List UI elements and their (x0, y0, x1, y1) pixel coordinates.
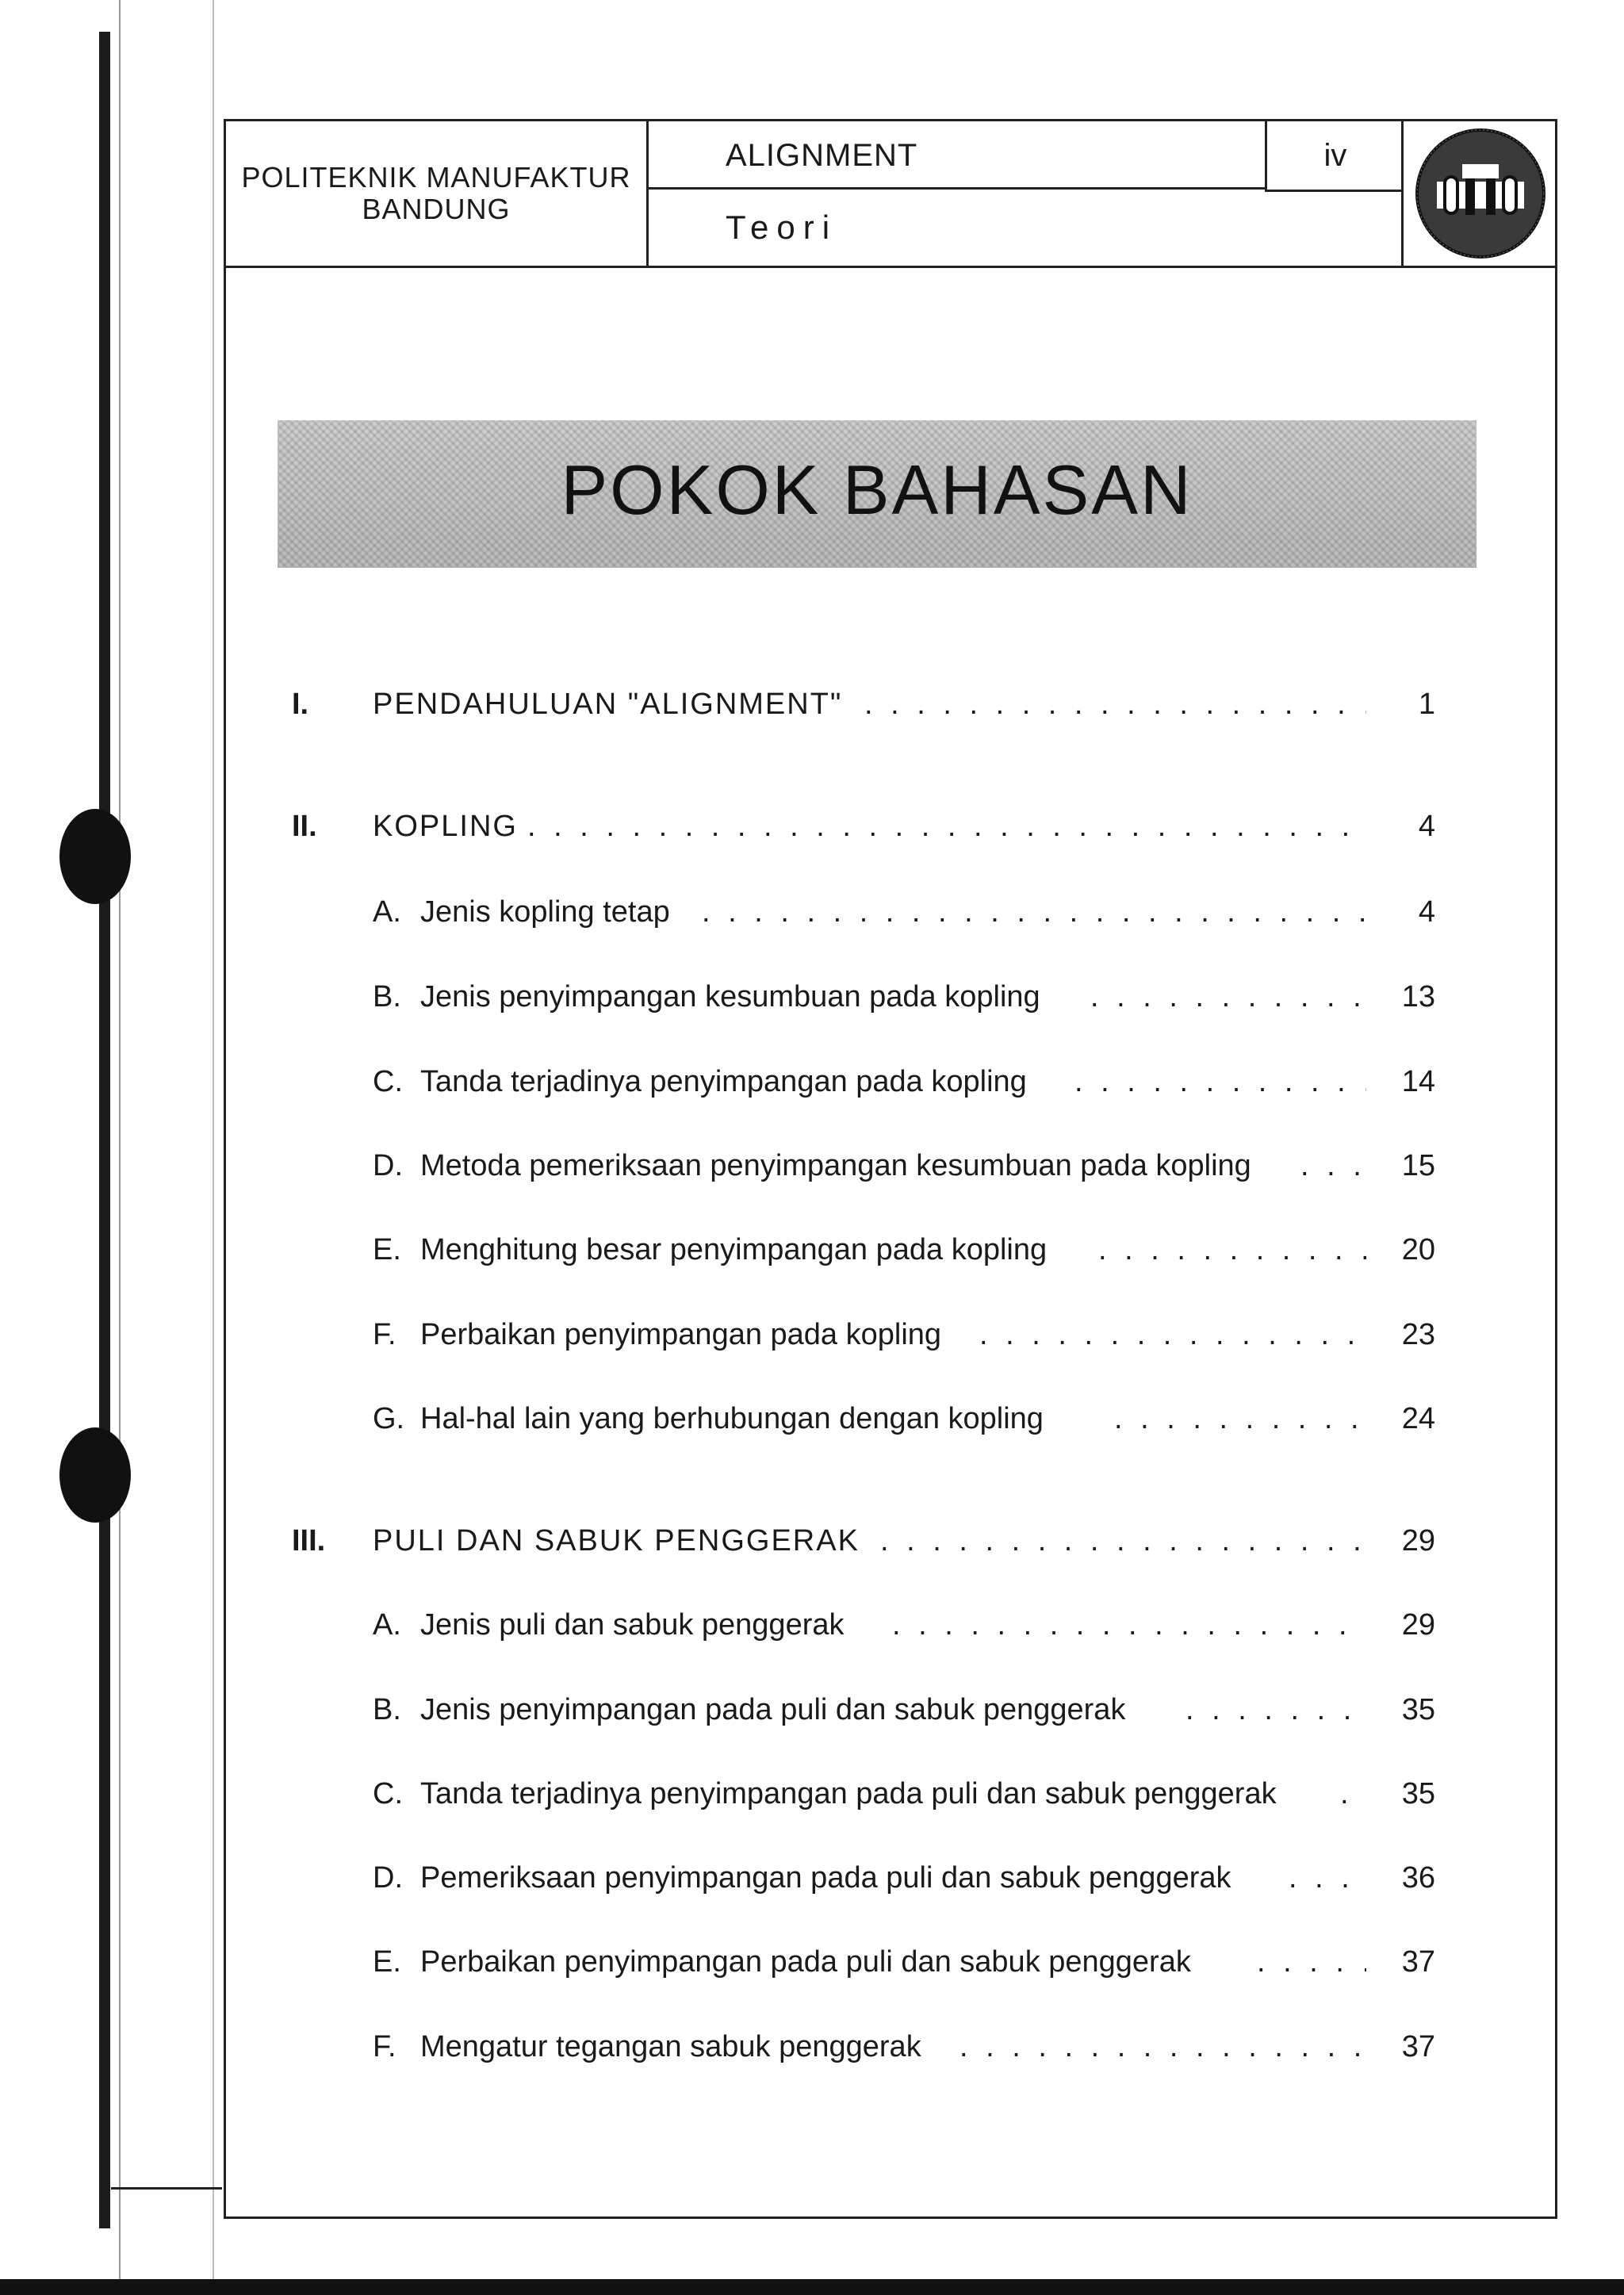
toc-leader-dots (1074, 1058, 1366, 1105)
toc-subentry-letter: C. (373, 1777, 403, 1810)
toc-subentry-page: 20 (1401, 1233, 1435, 1266)
toc-leader-dots (1098, 1226, 1366, 1274)
toc-leader-dots (880, 1517, 1366, 1565)
toc-subentry (0, 973, 1624, 1021)
document-title: ALIGNMENT (646, 121, 1265, 190)
toc-subentry-letter: A. (373, 1608, 401, 1642)
toc-entry-number: III. (292, 1524, 326, 1557)
toc-subentry-page: 35 (1401, 1693, 1435, 1726)
toc-leader-dots (1300, 1142, 1366, 1190)
banner-title: POKOK BAHASAN (561, 450, 1193, 529)
toc-entry (0, 680, 1624, 728)
toc-entry-page: 4 (1418, 810, 1435, 843)
toc-subentry (0, 1395, 1624, 1443)
toc-subentry (0, 1311, 1624, 1358)
toc-subentry-title: Jenis penyimpangan kesumbuan pada kopling (420, 980, 1040, 1013)
toc-leader-dots (1340, 1770, 1366, 1818)
toc-leader-dots (1185, 1686, 1366, 1734)
toc-entry-title: PULI DAN SABUK PENGGERAK (373, 1524, 860, 1557)
toc-subentry-page: 23 (1401, 1318, 1435, 1351)
toc-subentry (0, 888, 1624, 936)
toc-leader-dots (702, 888, 1366, 936)
toc-entry-page: 1 (1418, 688, 1435, 721)
toc-entry (0, 1517, 1624, 1565)
toc-leader-dots (1289, 1854, 1366, 1902)
toc-subentry-page: 37 (1401, 2030, 1435, 2063)
toc-subentry-letter: E. (373, 1945, 401, 1979)
toc-leader-dots (959, 2023, 1366, 2071)
toc-subentry-title: Jenis penyimpangan pada puli dan sabuk penggerak (420, 1693, 1126, 1726)
toc-entry-title: KOPLING (373, 810, 518, 843)
toc-subentry-title: Hal-hal lain yang berhubungan dengan kopling (420, 1402, 1044, 1435)
toc-leader-dots (864, 680, 1366, 728)
toc-subentry-title: Metoda pemeriksaan penyimpangan kesumbuan pada kopling (420, 1149, 1251, 1182)
toc-subentry-page: 4 (1418, 895, 1435, 929)
toc-subentry-page: 37 (1401, 1945, 1435, 1979)
toc-subentry-title: Tanda terjadinya penyimpangan pada puli dan sabuk penggerak (420, 1777, 1277, 1810)
toc-subentry-title: Menghitung besar penyimpangan pada kopling (420, 1233, 1048, 1266)
toc-subentry (0, 1601, 1624, 1649)
toc-subentry-letter: F. (373, 2030, 396, 2063)
toc-entry-number: I. (292, 688, 309, 721)
toc-entry (0, 803, 1624, 850)
toc-subentry-title: Jenis puli dan sabuk penggerak (420, 1608, 845, 1642)
toc-subentry-letter: G. (373, 1402, 405, 1435)
toc-subentry-page: 14 (1401, 1065, 1435, 1098)
institution-line-1: POLITEKNIK MANUFAKTUR (241, 161, 631, 193)
toc-subentry-letter: E. (373, 1233, 401, 1266)
toc-entry-page: 29 (1401, 1524, 1435, 1557)
toc-subentry-page: 36 (1401, 1861, 1435, 1895)
toc-subentry-title: Perbaikan penyimpangan pada puli dan sabuk penggerak (420, 1945, 1191, 1979)
toc-entry-title: PENDAHULUAN "ALIGNMENT" (373, 688, 843, 721)
toc-subentry-page: 13 (1401, 980, 1435, 1013)
toc-subentry (0, 1770, 1624, 1818)
toc-subentry (0, 1686, 1624, 1734)
document-subtitle: Teori (726, 209, 838, 246)
toc-subentry (0, 1854, 1624, 1902)
toc-subentry-letter: B. (373, 1693, 401, 1726)
toc-subentry-title: Pemeriksaan penyimpangan pada puli dan sabuk penggerak (420, 1861, 1231, 1895)
toc-subentry-letter: B. (373, 980, 401, 1013)
toc-subentry-letter: D. (373, 1149, 403, 1182)
toc-subentry-page: 35 (1401, 1777, 1435, 1810)
toc-subentry-page: 24 (1401, 1402, 1435, 1435)
toc-entry-number: II. (292, 810, 317, 843)
toc-subentry-title: Jenis kopling tetap (420, 895, 670, 929)
institution-line-2: BANDUNG (362, 193, 511, 225)
toc-subentry-letter: C. (373, 1065, 403, 1098)
toc-subentry-page: 29 (1401, 1608, 1435, 1642)
toc-subentry (0, 1226, 1624, 1274)
toc-subentry-title: Mengatur tegangan sabuk penggerak (420, 2030, 921, 2063)
page-number: iv (1265, 121, 1404, 192)
toc-subentry-title: Tanda terjadinya penyimpangan pada kopling (420, 1065, 1027, 1098)
toc-subentry (0, 1058, 1624, 1105)
toc-subentry-letter: A. (373, 895, 401, 929)
toc-leader-dots (892, 1601, 1366, 1649)
toc-subentry (0, 1938, 1624, 1986)
toc-subentry (0, 1142, 1624, 1190)
toc-subentry-letter: D. (373, 1861, 403, 1895)
toc-leader-dots (527, 803, 1366, 850)
toc-leader-dots (1114, 1395, 1366, 1443)
toc-subentry-title: Perbaikan penyimpangan pada kopling (420, 1318, 942, 1351)
toc-subentry-page: 15 (1401, 1149, 1435, 1182)
toc-leader-dots (1090, 973, 1366, 1021)
toc-leader-dots (1257, 1938, 1366, 1986)
toc-leader-dots (979, 1311, 1366, 1358)
toc-subentry (0, 2023, 1624, 2071)
toc-subentry-letter: F. (373, 1318, 396, 1351)
